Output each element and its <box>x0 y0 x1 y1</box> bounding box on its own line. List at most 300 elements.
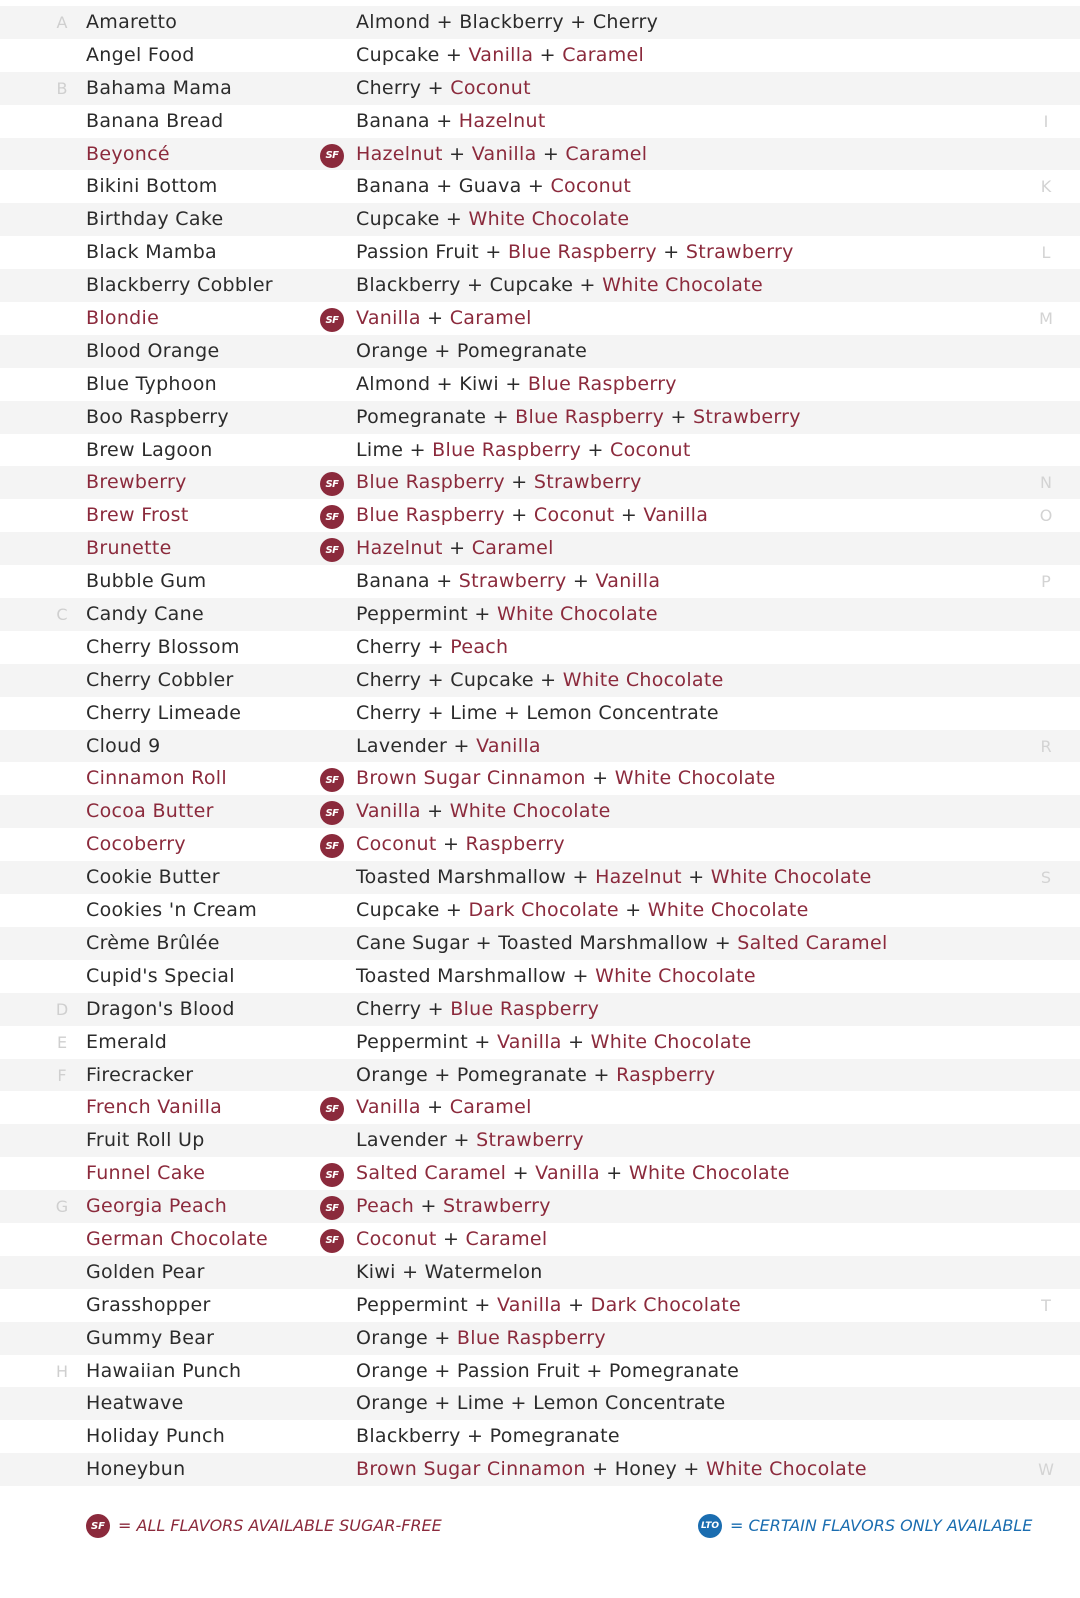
flavor-ingredient: Almond <box>356 372 431 395</box>
flavor-combo <box>356 702 719 724</box>
plus-separator: + <box>468 603 497 626</box>
flavor-row <box>0 828 1080 861</box>
flavor-row <box>0 1355 1080 1388</box>
plus-separator: + <box>533 43 563 66</box>
flavor-name: Blackberry Cobbler <box>86 274 273 297</box>
flavor-ingredient: Salted Caramel <box>737 931 888 954</box>
flavor-name: Birthday Cake <box>86 208 224 231</box>
flavor-ingredient: Blue Raspberry <box>507 241 657 264</box>
flavor-ingredient: Blue Raspberry <box>356 471 505 494</box>
flavor-combo <box>356 11 658 33</box>
flavor-ingredient: Lime <box>356 438 404 461</box>
plus-separator: + <box>708 931 738 954</box>
flavor-row <box>0 335 1080 368</box>
flavor-row <box>0 72 1080 105</box>
flavor-ingredient: Blue Raspberry <box>450 997 600 1020</box>
flavor-row <box>0 795 1080 828</box>
plus-separator: + <box>479 241 508 264</box>
flavor-row <box>0 499 1080 532</box>
flavor-ingredient: Cherry <box>592 11 659 33</box>
flavor-combo <box>356 307 532 329</box>
flavor-ingredient: Peppermint <box>356 1030 469 1053</box>
flavor-name: Cookies 'n Cream <box>86 899 258 922</box>
flavor-ingredient: Hazelnut <box>356 537 443 560</box>
flavor-row <box>0 39 1080 72</box>
plus-separator: + <box>439 899 469 922</box>
flavor-combo <box>356 1195 551 1217</box>
plus-separator: + <box>430 11 460 33</box>
flavor-ingredient: Strawberry <box>476 1129 584 1152</box>
flavor-name: Boo Raspberry <box>86 405 229 428</box>
flavor-combo <box>356 1162 790 1184</box>
plus-separator: + <box>469 931 499 954</box>
flavor-ingredient: Cupcake <box>489 274 574 297</box>
index-letter: M <box>1039 309 1053 329</box>
flavor-combo <box>356 636 508 658</box>
flavor-ingredient: Caramel <box>465 1227 548 1250</box>
plus-separator: + <box>428 1326 457 1349</box>
flavor-ingredient: Cupcake <box>356 43 440 66</box>
flavor-ingredient: Orange <box>356 339 429 362</box>
flavor-combo <box>356 866 872 888</box>
flavor-ingredient: Cherry <box>356 635 422 658</box>
flavor-combo <box>356 1261 543 1283</box>
flavor-ingredient: Coconut <box>356 833 437 856</box>
flavor-ingredient: Blackberry <box>356 1425 461 1448</box>
plus-separator: + <box>614 504 644 527</box>
flavor-row <box>0 1059 1080 1092</box>
flavor-row <box>0 861 1080 894</box>
plus-separator: + <box>561 1030 591 1053</box>
flavor-ingredient: White Chocolate <box>647 899 809 922</box>
flavor-name: Cloud 9 <box>86 734 161 757</box>
flavor-name: Cupid's Special <box>86 964 235 987</box>
flavor-row <box>0 1387 1080 1420</box>
flavor-ingredient: Blackberry <box>459 11 564 33</box>
flavor-name: Funnel Cake <box>86 1162 206 1185</box>
legend <box>0 1512 1080 1552</box>
flavor-ingredient: Blackberry <box>356 274 461 297</box>
plus-separator: + <box>468 1293 497 1316</box>
flavor-name: German Chocolate <box>86 1227 268 1250</box>
flavor-row <box>0 1190 1080 1223</box>
flavor-ingredient: Peach <box>450 635 509 658</box>
flavor-name: Bikini Bottom <box>86 175 218 198</box>
plus-separator: + <box>573 274 603 297</box>
flavor-ingredient: Cupcake <box>356 899 440 922</box>
flavor-ingredient: Watermelon <box>424 1260 543 1283</box>
flavor-row <box>0 203 1080 236</box>
flavor-ingredient: Pomegranate <box>456 1063 588 1086</box>
flavor-combo <box>356 1228 547 1250</box>
plus-separator: + <box>618 899 648 922</box>
section-letter: A <box>56 13 68 32</box>
flavor-ingredient: Kiwi <box>459 372 499 395</box>
flavor-name: Grasshopper <box>86 1293 211 1316</box>
flavor-ingredient: Passion Fruit <box>456 1359 580 1382</box>
flavor-name: Holiday Punch <box>86 1425 226 1448</box>
flavor-combo <box>356 110 546 132</box>
section-letter: D <box>55 999 69 1019</box>
flavor-row <box>0 1256 1080 1289</box>
flavor-combo <box>356 1425 620 1447</box>
flavor-ingredient: Blue Raspberry <box>456 1326 606 1349</box>
sugar-free-icon: SF <box>320 538 344 562</box>
flavor-row <box>0 631 1080 664</box>
plus-separator: + <box>447 734 477 757</box>
flavor-name: Brewberry <box>86 471 187 494</box>
index-letter: W <box>1038 1460 1054 1480</box>
flavor-name: Cocoberry <box>86 833 186 856</box>
flavor-ingredient: Dark Chocolate <box>590 1293 742 1316</box>
limited-time-legend-text: = CERTAIN FLAVORS ONLY AVAILABLE <box>730 1516 1033 1535</box>
flavor-ingredient: Cupcake <box>356 208 440 231</box>
flavor-row <box>0 368 1080 401</box>
flavor-menu <box>0 6 1080 1486</box>
plus-separator: + <box>656 241 686 264</box>
plus-separator: + <box>420 307 450 330</box>
flavor-ingredient: Vanilla <box>535 1162 600 1185</box>
plus-separator: + <box>460 1425 490 1448</box>
flavor-row <box>0 1091 1080 1124</box>
plus-separator: + <box>561 1293 591 1316</box>
flavor-row <box>0 664 1080 697</box>
plus-separator: + <box>436 833 466 856</box>
index-letter: P <box>1041 572 1051 592</box>
flavor-combo <box>356 932 888 954</box>
flavor-ingredient: Caramel <box>449 307 532 330</box>
limited-time-badge-icon: LTO <box>698 1514 722 1538</box>
plus-separator: + <box>677 1458 706 1481</box>
flavor-ingredient: Orange <box>356 1359 429 1382</box>
flavor-ingredient: Vanilla <box>476 734 541 757</box>
flavor-ingredient: Toasted Marshmallow <box>356 866 567 889</box>
plus-separator: + <box>429 109 459 132</box>
flavor-ingredient: Hazelnut <box>595 866 682 889</box>
flavor-combo <box>356 998 599 1020</box>
flavor-combo <box>356 833 565 855</box>
flavor-ingredient: White Chocolate <box>595 964 756 987</box>
plus-separator: + <box>521 175 551 198</box>
flavor-ingredient: White Chocolate <box>449 800 611 823</box>
flavor-ingredient: Lemon Concentrate <box>526 701 719 724</box>
flavor-name: Cherry Cobbler <box>86 668 234 691</box>
sugar-free-icon: SF <box>320 472 344 496</box>
flavor-ingredient: Caramel <box>471 537 554 560</box>
flavor-combo <box>356 241 794 263</box>
flavor-row <box>0 1289 1080 1322</box>
flavor-ingredient: Honey <box>614 1458 678 1481</box>
flavor-ingredient: Lime <box>450 701 498 724</box>
flavor-ingredient: Blue Raspberry <box>432 438 582 461</box>
flavor-combo <box>356 373 677 395</box>
index-letter: T <box>1041 1295 1051 1315</box>
flavor-name: Crème Brûlée <box>86 931 220 954</box>
flavor-row <box>0 105 1080 138</box>
flavor-ingredient: Pomegranate <box>608 1359 740 1382</box>
plus-separator: + <box>421 76 451 99</box>
sugar-free-icon: SF <box>320 1196 344 1220</box>
flavor-ingredient: Brown Sugar Cinnamon <box>356 1458 586 1481</box>
flavor-ingredient: Strawberry <box>443 1195 551 1218</box>
section-letter: H <box>55 1361 69 1381</box>
flavor-row <box>0 138 1080 171</box>
plus-separator: + <box>664 405 694 428</box>
flavor-row <box>0 927 1080 960</box>
flavor-ingredient: Peppermint <box>356 1293 469 1316</box>
flavor-name: Angel Food <box>86 43 195 66</box>
plus-separator: + <box>442 537 472 560</box>
flavor-ingredient: Vanilla <box>496 1030 562 1053</box>
flavor-row <box>0 302 1080 335</box>
flavor-name: Brew Lagoon <box>86 438 213 461</box>
flavor-ingredient: Vanilla <box>356 800 421 823</box>
flavor-row <box>0 1322 1080 1355</box>
flavor-row <box>0 894 1080 927</box>
plus-separator: + <box>504 504 534 527</box>
plus-separator: + <box>460 274 490 297</box>
plus-separator: + <box>563 11 593 33</box>
plus-separator: + <box>439 43 469 66</box>
flavor-ingredient: Cherry <box>356 668 422 691</box>
index-letter: S <box>1040 868 1052 888</box>
sugar-free-icon: SF <box>320 144 344 168</box>
plus-separator: + <box>581 438 611 461</box>
plus-separator: + <box>428 1359 457 1382</box>
flavor-ingredient: Kiwi <box>356 1260 396 1283</box>
flavor-name: Blue Typhoon <box>86 372 217 395</box>
flavor-name: Banana Bread <box>86 109 224 132</box>
flavor-ingredient: Dark Chocolate <box>468 899 619 922</box>
plus-separator: + <box>506 1162 536 1185</box>
plus-separator: + <box>585 767 615 790</box>
plus-separator: + <box>599 1162 629 1185</box>
plus-separator: + <box>403 438 433 461</box>
flavor-name: Amaretto <box>86 11 178 33</box>
flavor-combo <box>356 44 644 66</box>
flavor-ingredient: Pomegranate <box>456 339 588 362</box>
index-letter: L <box>1041 243 1051 263</box>
flavor-name: Cookie Butter <box>86 866 220 889</box>
flavor-name: Bubble Gum <box>86 570 207 593</box>
plus-separator: + <box>421 701 451 724</box>
flavor-combo <box>356 537 554 559</box>
section-letter: B <box>56 78 68 98</box>
flavor-ingredient: Cherry <box>356 997 422 1020</box>
plus-separator: + <box>536 142 566 165</box>
flavor-name: Emerald <box>86 1030 168 1053</box>
sugar-free-icon: SF <box>320 1163 344 1187</box>
flavor-name: Bahama Mama <box>86 76 233 99</box>
flavor-ingredient: White Chocolate <box>496 603 658 626</box>
flavor-ingredient: Toasted Marshmallow <box>498 931 709 954</box>
flavor-ingredient: Hazelnut <box>458 109 546 132</box>
flavor-ingredient: White Chocolate <box>590 1030 752 1053</box>
flavor-ingredient: Cherry <box>356 76 422 99</box>
section-letter: C <box>56 605 68 625</box>
flavor-ingredient: Pomegranate <box>489 1425 620 1448</box>
flavor-name: Cinnamon Roll <box>86 767 227 790</box>
flavor-name: Blondie <box>86 307 160 330</box>
index-letter: K <box>1040 177 1052 197</box>
index-letter: R <box>1040 736 1052 756</box>
flavor-ingredient: Blue Raspberry <box>356 504 505 527</box>
plus-separator: + <box>486 405 516 428</box>
flavor-ingredient: Vanilla <box>496 1293 562 1316</box>
flavor-ingredient: Orange <box>356 1063 429 1086</box>
flavor-combo <box>356 1392 726 1414</box>
flavor-combo <box>356 669 724 691</box>
flavor-name: Blood Orange <box>86 339 220 362</box>
index-letter: I <box>1043 111 1049 131</box>
flavor-combo <box>356 1327 606 1349</box>
plus-separator: + <box>421 668 451 691</box>
flavor-name: Gummy Bear <box>86 1326 215 1349</box>
plus-separator: + <box>587 1063 617 1086</box>
flavor-combo <box>356 1294 741 1316</box>
flavor-name: Brunette <box>86 537 172 560</box>
flavor-ingredient: Coconut <box>450 76 531 99</box>
flavor-ingredient: Coconut <box>356 1227 437 1250</box>
flavor-ingredient: Raspberry <box>616 1063 716 1086</box>
plus-separator: + <box>585 1458 615 1481</box>
plus-separator: + <box>533 668 563 691</box>
flavor-ingredient: Strawberry <box>458 570 567 593</box>
flavor-ingredient: White Chocolate <box>562 668 724 691</box>
flavor-ingredient: Orange <box>356 1392 429 1415</box>
flavor-ingredient: Blue Raspberry <box>515 405 665 428</box>
flavor-name: Honeybun <box>86 1458 186 1481</box>
flavor-row <box>0 1124 1080 1157</box>
flavor-ingredient: Brown Sugar Cinnamon <box>356 767 586 790</box>
flavor-name: Georgia Peach <box>86 1195 228 1218</box>
flavor-combo <box>356 1458 867 1480</box>
sugar-free-icon: SF <box>320 801 344 825</box>
flavor-combo <box>356 1096 532 1118</box>
flavor-row <box>0 697 1080 730</box>
flavor-ingredient: White Chocolate <box>628 1162 790 1185</box>
flavor-ingredient: Guava <box>458 175 522 198</box>
flavor-ingredient: Strawberry <box>685 241 794 264</box>
flavor-row <box>0 1026 1080 1059</box>
flavor-row <box>0 993 1080 1026</box>
plus-separator: + <box>504 1392 534 1415</box>
flavor-name: Cherry Limeade <box>86 701 242 724</box>
flavor-ingredient: Raspberry <box>465 833 565 856</box>
plus-separator: + <box>681 866 711 889</box>
flavor-ingredient: Vanilla <box>468 43 534 66</box>
flavor-ingredient: Toasted Marshmallow <box>356 964 567 987</box>
flavor-ingredient: White Chocolate <box>705 1458 867 1481</box>
flavor-combo <box>356 1031 752 1053</box>
sugar-free-icon: SF <box>320 1097 344 1121</box>
flavor-combo <box>356 439 691 461</box>
flavor-combo <box>356 504 708 526</box>
flavor-ingredient: Hazelnut <box>356 142 443 165</box>
plus-separator: + <box>421 635 451 658</box>
flavor-name: Dragon's Blood <box>86 997 235 1020</box>
plus-separator: + <box>429 175 459 198</box>
flavor-ingredient: Salted Caramel <box>356 1162 507 1185</box>
flavor-name: Heatwave <box>86 1392 184 1415</box>
flavor-name: Candy Cane <box>86 603 204 626</box>
flavor-ingredient: Pomegranate <box>356 405 487 428</box>
plus-separator: + <box>420 800 450 823</box>
flavor-ingredient: Lime <box>456 1392 505 1415</box>
flavor-ingredient: Caramel <box>449 1096 532 1119</box>
plus-separator: + <box>429 570 459 593</box>
plus-separator: + <box>430 372 460 395</box>
sugar-free-badge-icon: SF <box>86 1514 110 1538</box>
flavor-row <box>0 466 1080 499</box>
flavor-combo <box>356 767 776 789</box>
plus-separator: + <box>498 372 528 395</box>
flavor-ingredient: Blue Raspberry <box>527 372 677 395</box>
flavor-ingredient: Vanilla <box>356 307 421 330</box>
flavor-ingredient: Vanilla <box>643 504 709 527</box>
flavor-name: Cherry Blossom <box>86 635 240 658</box>
flavor-name: Firecracker <box>86 1063 194 1086</box>
plus-separator: + <box>421 997 451 1020</box>
flavor-combo <box>356 1360 739 1382</box>
flavor-combo <box>356 603 658 625</box>
plus-separator: + <box>428 1392 457 1415</box>
section-letter: E <box>56 1032 68 1052</box>
plus-separator: + <box>436 1227 466 1250</box>
sugar-free-legend-text: = ALL FLAVORS AVAILABLE SUGAR-FREE <box>118 1516 442 1535</box>
flavor-ingredient: Caramel <box>565 142 648 165</box>
plus-separator: + <box>442 142 472 165</box>
flavor-combo <box>356 471 642 493</box>
plus-separator: + <box>439 208 469 231</box>
flavor-ingredient: Coconut <box>550 175 632 198</box>
section-letter: G <box>55 1197 69 1217</box>
flavor-ingredient: White Chocolate <box>602 274 763 297</box>
flavor-ingredient: Strawberry <box>533 471 642 494</box>
flavor-ingredient: Cherry <box>356 701 422 724</box>
sugar-free-icon: SF <box>320 768 344 792</box>
plus-separator: + <box>428 1063 457 1086</box>
plus-separator: + <box>504 471 534 494</box>
sugar-free-icon: SF <box>320 505 344 529</box>
flavor-row <box>0 960 1080 993</box>
flavor-ingredient: Lavender <box>356 1129 448 1152</box>
plus-separator: + <box>497 701 527 724</box>
flavor-combo <box>356 175 631 197</box>
flavor-ingredient: Coconut <box>610 438 691 461</box>
flavor-combo <box>356 77 531 99</box>
flavor-combo <box>356 208 629 230</box>
flavor-combo <box>356 143 647 165</box>
flavor-ingredient: Strawberry <box>693 405 801 428</box>
flavor-name: Cocoa Butter <box>86 800 214 823</box>
flavor-ingredient: White Chocolate <box>614 767 776 790</box>
flavor-row <box>0 401 1080 434</box>
flavor-combo <box>356 340 587 362</box>
plus-separator: + <box>395 1260 425 1283</box>
flavor-ingredient: Peppermint <box>356 603 469 626</box>
index-letter: N <box>1040 473 1052 493</box>
sugar-free-icon: SF <box>320 1229 344 1253</box>
flavor-ingredient: Coconut <box>533 504 615 527</box>
flavor-combo <box>356 965 756 987</box>
flavor-combo <box>356 899 809 921</box>
flavor-combo <box>356 800 611 822</box>
flavor-row <box>0 1223 1080 1256</box>
plus-separator: + <box>566 866 596 889</box>
plus-separator: + <box>566 964 596 987</box>
flavor-name: Fruit Roll Up <box>86 1129 205 1152</box>
